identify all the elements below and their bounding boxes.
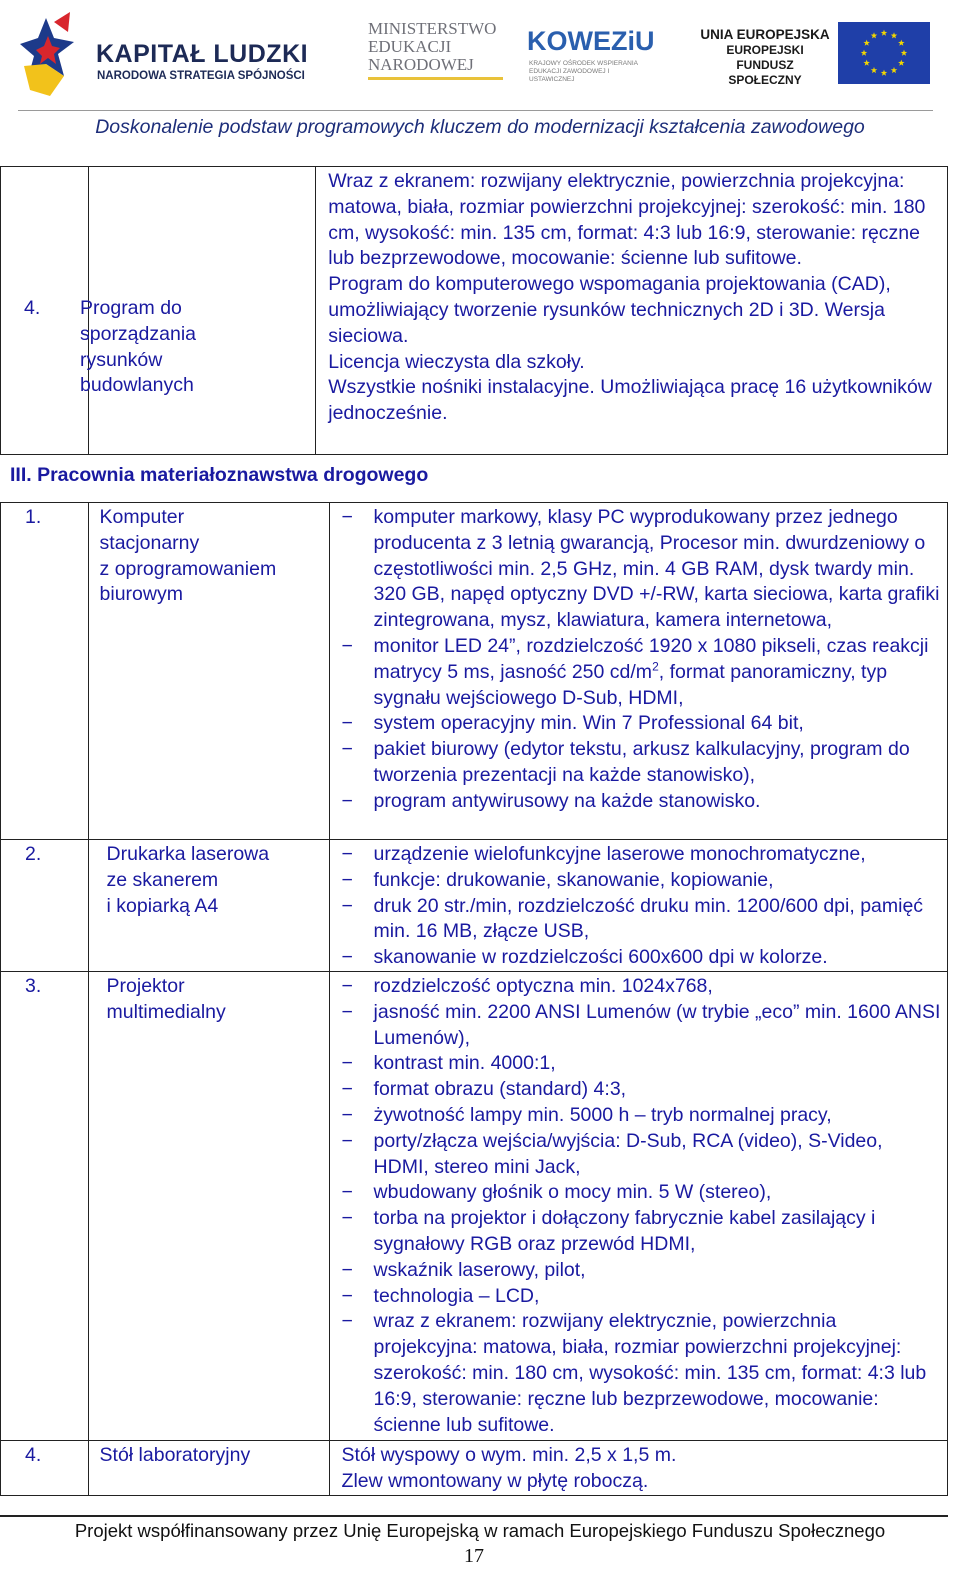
list-item: − urządzenie wielofunkcyjne laserowe monochromatyczne, — [342, 842, 943, 868]
list-item: − format obrazu (standard) 4:3, — [342, 1077, 943, 1103]
spec-list — [342, 505, 943, 815]
eu-flag-icon — [838, 22, 930, 84]
eu-line-3: FUNDUSZ SPOŁECZNY — [728, 58, 802, 87]
table-row — [1, 971, 948, 1440]
list-item: − rozdzielczość optyczna min. 1024x768, — [342, 974, 943, 1000]
row-number: 1. — [1, 503, 89, 840]
eu-logo — [700, 22, 950, 92]
item-name: Stół laboratoryjny — [88, 1440, 329, 1495]
row-number: 3. — [1, 971, 89, 1440]
document-title: Doskonalenie podstaw programowych kluczem do modernizacji kształcenia zawodowego — [95, 116, 865, 138]
list-item: − porty/złącza wejścia/wyjścia: D-Sub, RCA (video), S-Video, HDMI, stereo mini Jack, — [342, 1129, 943, 1181]
list-item: − program antywirusowy na każde stanowisko. — [342, 789, 943, 815]
kapital-ludzki-logo — [10, 6, 330, 102]
description-text: Wraz z ekranem: rozwijany elektrycznie, powierzchnia projekcyjna: matowa, biała, rozmiar powierzchni projekcyjnej: szerokość: min. 180 cm, wysokość: min. 135 cm, format: 4:3 lub 16:9, sterowanie: ręczne lub bezprzewodowe, mocowanie: ścienne lub sufitowe. — [328, 170, 926, 270]
ministerstwo-logo — [368, 20, 518, 80]
list-item: − druk 20 str./min, rozdzielczość druku min. 1200/600 dpi, pamięć min. 16 MB, złącze USB, — [342, 894, 943, 946]
table-row — [1, 1440, 948, 1495]
item-description — [329, 503, 947, 840]
list-item: − pakiet biurowy (edytor tekstu, arkusz kalkulacyjny, program do tworzenia prezentacji na każde stanowisko), — [342, 737, 943, 789]
row-number: 4. — [24, 297, 41, 319]
koweziu-logo — [525, 22, 655, 83]
table-row — [1, 840, 948, 972]
equipment-table — [0, 502, 948, 1496]
ministerstwo-line: MINISTERSTWO — [368, 19, 497, 38]
row-number: 4. — [1, 1440, 89, 1495]
list-item: − technologia – LCD, — [342, 1284, 943, 1310]
list-item: − żywotność lampy min. 5000 h – tryb normalnej pracy, — [342, 1103, 943, 1129]
item-description — [316, 167, 948, 455]
koweziu-subtitle: KRAJOWY OŚRODEK WSPIERANIA EDUKACJI ZAWODOWEJ I USTAWICZNEJ — [529, 60, 638, 83]
list-item: − wbudowany głośnik o mocy min. 5 W (stereo), — [342, 1180, 943, 1206]
page-number: 17 — [464, 1545, 484, 1567]
table-row — [1, 503, 948, 840]
item-name: Projektor multimedialny — [88, 971, 329, 1440]
list-item: − skanowanie w rozdzielczości 600x600 dpi w kolorze. — [342, 945, 943, 971]
list-item: − komputer markowy, klasy PC wyprodukowany przez jednego producenta z 3 letnią gwarancją, Procesor min. dwurdzeniowy o częstotliwości min. 2,5 GHz, min. 4 GB RAM, dysk twardy min. 320 GB, napęd optyczny DVD +/-RW, karta sieciowa, karta grafiki zintegrowana, mysz, klawiatura, kamera internetowa, — [342, 505, 943, 634]
list-item: − torba na projektor i dołączony fabrycznie kabel zasilający i sygnałowy RGB oraz przewód HDMI, — [342, 1206, 943, 1258]
list-item: − jasność min. 2200 ANSI Lumenów (w trybie „eco” min. 1600 ANSI Lumenów), — [342, 1000, 943, 1052]
ministerstwo-underline — [368, 77, 503, 80]
item-description: Stół wyspowy o wym. min. 2,5 x 1,5 m. Zlew wmontowany w płytę roboczą. — [329, 1440, 947, 1495]
footer-divider — [0, 1515, 948, 1517]
list-item: − wraz z ekranem: rozwijany elektrycznie, powierzchnia projekcyjna: matowa, biała, rozmiar powierzchni projekcyjnej: szerokość: min. 180 cm, wysokość: min. 135 cm, format: 4:3 lub 16:9, sterowanie: ręczne lub bezprzewodowe, mocowanie: ścienne lub sufitowe. — [342, 1309, 943, 1438]
description-text: Program do komputerowego wspomagania projektowania (CAD), umożliwiający tworzenie rysunków technicznych 2D i 3D. Wersja sieciowa. Licencja wieczysta dla szkoły. Wszystkie nośniki instalacyjne. Umożliwiająca pracę 16 użytkowników jednocześnie. — [328, 273, 932, 425]
item-name: Komputer stacjonarny z oprogramowaniem biurowym — [88, 503, 329, 840]
list-item: − funkcje: drukowanie, skanowanie, kopiowanie, — [342, 868, 943, 894]
item-name: Drukarka laserowa ze skanerem i kopiarką A4 — [88, 840, 329, 972]
item-description — [329, 840, 947, 972]
list-item: − kontrast min. 4000:1, — [342, 1051, 943, 1077]
list-item: − wskaźnik laserowy, pilot, — [342, 1258, 943, 1284]
header-divider — [18, 110, 933, 111]
item-name: Program do sporządzania rysunków budowlanych — [80, 297, 196, 397]
eu-line-1: UNIA EUROPEJSKA — [700, 27, 830, 42]
ministerstwo-line: NARODOWEJ — [368, 55, 474, 74]
kapital-ludzki-subtitle: NARODOWA STRATEGIA SPÓJNOŚCI — [97, 70, 305, 82]
row-number — [1, 167, 89, 455]
list-item: − monitor LED 24”, rozdzielczość 1920 x 1080 pikseli, czas reakcji matrycy 5 ms, jasność 250 $cd/m^2$, format panoramiczny, typ sygnału wejściowego D-Sub, HDMI, — [342, 634, 943, 711]
eu-line-2: EUROPEJSKI — [726, 43, 804, 57]
kapital-ludzki-title: KAPITAŁ LUDZKI — [96, 40, 309, 68]
spec-list — [342, 842, 943, 971]
spec-list — [342, 974, 943, 1438]
footer-text: Projekt współfinansowany przez Unię Europejską w ramach Europejskiego Funduszu Społecznego — [74, 1520, 886, 1541]
list-item: − system operacyjny min. Win 7 Professional 64 bit, — [342, 711, 943, 737]
kapital-ludzki-star-icon — [10, 6, 90, 102]
ministerstwo-line: EDUKACJI — [368, 37, 452, 56]
eu-logo-text — [700, 26, 830, 88]
row-number: 2. — [1, 840, 89, 972]
koweziu-title: KOWEZiU — [527, 26, 655, 56]
item-description — [329, 971, 947, 1440]
logo-bar — [0, 0, 960, 112]
section-heading: III. Pracownia materiałoznawstwa drogowego — [10, 464, 429, 486]
